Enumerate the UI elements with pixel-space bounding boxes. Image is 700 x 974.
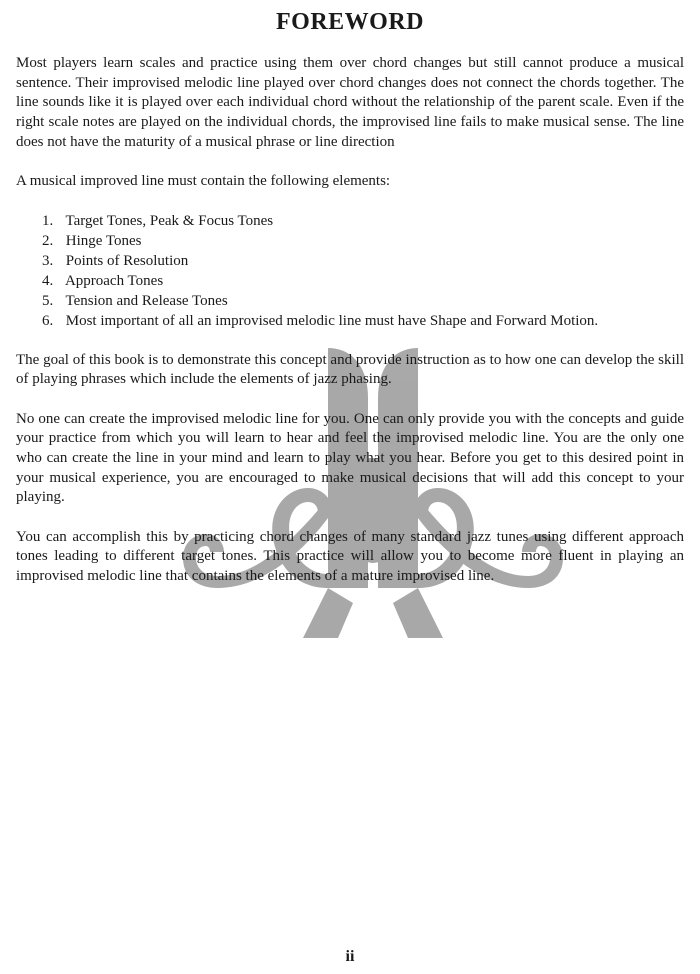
- list-item: 5. Tension and Release Tones: [42, 293, 228, 310]
- elements-list: [16, 211, 684, 331]
- list-item: 1. Target Tones, Peak & Focus Tones: [42, 213, 274, 230]
- list-item: 3. Points of Resolution: [42, 253, 189, 270]
- list-item: 4. Approach Tones: [42, 273, 164, 290]
- list-item: 2. Hinge Tones: [42, 233, 142, 250]
- no-one-paragraph: No one can create the improvised melodic line for you. One can only provide you with the concepts and guide your practice from which you will learn to hear and feel the improvised melodic line. You are the only one who can create the line in your mind and learn to play what you hear. Before you get to this desired point in your musical experience, you are encouraged to make musical decisions that will add this concept to your playing.: [16, 410, 684, 506]
- elements-lead-paragraph: A musical improved line must contain the following elements:: [16, 173, 391, 190]
- intro-paragraph: Most players learn scales and practice using them over chord changes but still cannot produce a musical sentence. Their improvised melodic line played over chord changes does not connect the chords together. The line sounds like it is played over each individual chord without the relationship of the parent scale. Even if the right scale notes are played on the individual chords, the improvised line fails to make musical sense. The line does not have the maturity of a musical phrase or line direction: [16, 55, 684, 150]
- list-item: 6. Most important of all an improvised melodic line must have Shape and Forward Motion.: [42, 313, 599, 330]
- page-title: FOREWORD: [276, 9, 424, 35]
- page-number: ii: [345, 948, 355, 965]
- goal-paragraph: The goal of this book is to demonstrate this concept and provide instruction as to how one can develop the skill of playing phrases which include the elements of jazz phasing.: [16, 351, 684, 388]
- page-content: [0, 8, 700, 587]
- accomplish-paragraph: You can accomplish this by practicing chord changes of many standard jazz tunes using different approach tones leading to different target tones. This practice will allow you to become more fluent in playing an improvised melodic line that contains the elements of a mature improvised line.: [16, 528, 684, 585]
